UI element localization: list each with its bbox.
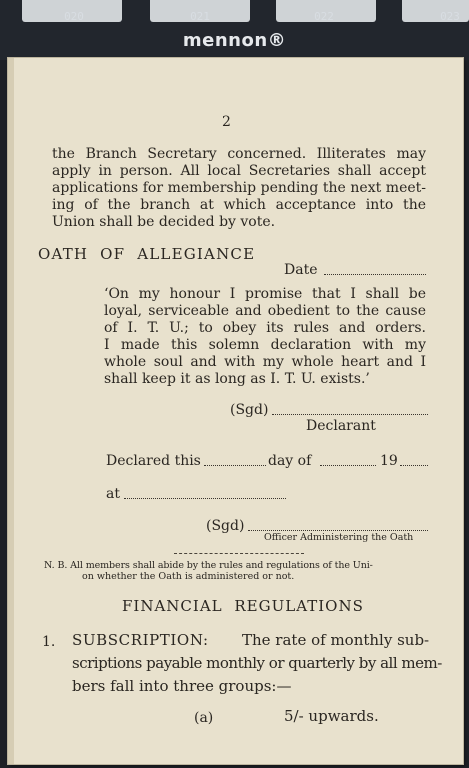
- subscription-number: 1.: [42, 634, 56, 650]
- divider-rule: [174, 553, 304, 554]
- place-field: [124, 498, 286, 499]
- intro-line: applications for membership pending the next meet-: [52, 180, 426, 196]
- signature-field: [272, 414, 428, 415]
- oath-heading: OATH OF ALLEGIANCE: [38, 245, 256, 263]
- frame-number: 023: [440, 10, 460, 23]
- intro-line: ing of the branch at which acceptance into the: [52, 197, 426, 213]
- intro-line: Union shall be decided by vote.: [52, 214, 276, 230]
- declared-month-field: [320, 465, 376, 466]
- oath-line: of I. T. U.; to obey its rules and orders.: [104, 320, 426, 336]
- page-number: 2: [222, 114, 231, 130]
- frame-number: 021: [190, 10, 210, 23]
- film-strip: [0, 0, 469, 60]
- subscription-line: bers fall into three groups:—: [72, 677, 292, 695]
- page-edge: [8, 58, 14, 764]
- intro-line: apply in person. All local Secretaries shall accept: [52, 163, 426, 179]
- day-of-label: day of: [268, 453, 312, 469]
- oath-line: loyal, serviceable and obedient to the cause: [104, 303, 426, 319]
- oath-line: I made this solemn declaration with my: [104, 337, 426, 353]
- group-a-value: 5/- upwards.: [284, 707, 379, 725]
- subscription-line: scriptions payable monthly or quarterly by all mem-: [72, 654, 442, 672]
- sgd-label: (Sgd): [230, 402, 269, 418]
- oath-line: shall keep it as long as I. T. U. exists.’: [104, 371, 370, 387]
- officer-label: Officer Administering the Oath: [264, 532, 414, 543]
- nb-line: N. B. All members shall abide by the rules and regulations of the Uni-: [44, 560, 373, 571]
- oath-line: whole soul and with my whole heart and I: [104, 354, 426, 370]
- group-a-label: (a): [194, 710, 214, 726]
- officer-signature-field: [248, 530, 428, 531]
- financial-heading: FINANCIAL REGULATIONS: [122, 597, 364, 615]
- officer-sgd-label: (Sgd): [206, 518, 245, 534]
- nb-line: on whether the Oath is administered or not.: [82, 571, 295, 582]
- year-prefix: 19: [380, 453, 398, 469]
- frame-number: 022: [314, 10, 334, 23]
- at-label: at: [106, 486, 120, 502]
- subscription-title: SUBSCRIPTION:: [72, 631, 209, 649]
- date-field: [324, 274, 426, 275]
- declared-day-field: [204, 465, 266, 466]
- document-page: [8, 58, 463, 764]
- declarant-label: Declarant: [306, 418, 376, 434]
- subscription-line: The rate of monthly sub-: [242, 631, 430, 649]
- date-label: Date: [284, 262, 318, 278]
- intro-line: the Branch Secretary concerned. Illiterates may: [52, 146, 426, 162]
- brand-logo: mennon®: [182, 30, 287, 51]
- declared-this-label: Declared this: [106, 453, 201, 469]
- oath-line: ‘On my honour I promise that I shall be: [104, 286, 426, 302]
- declared-year-field: [400, 465, 428, 466]
- frame-number: 020: [64, 10, 84, 23]
